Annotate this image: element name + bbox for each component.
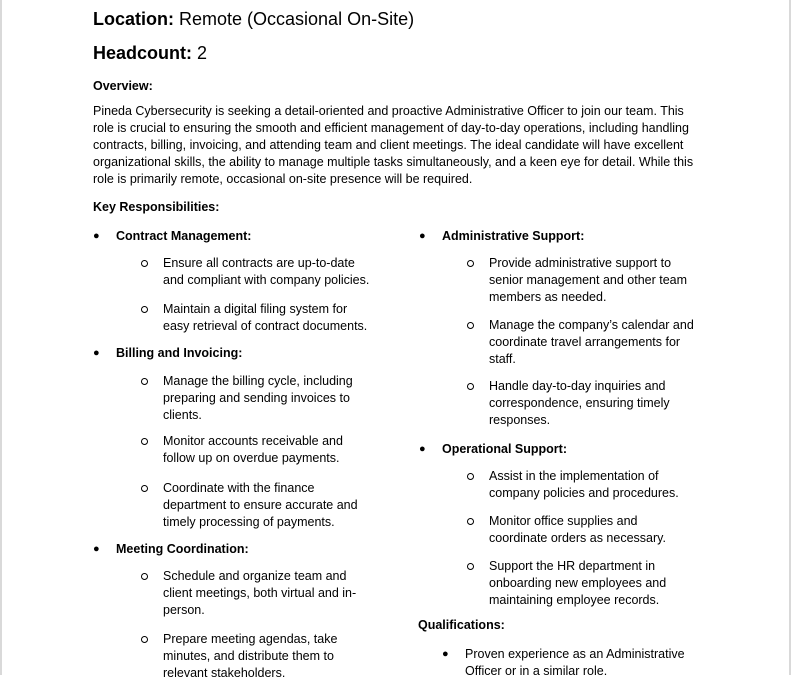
- bullet-circle: [141, 485, 148, 492]
- bullet-dot: ●: [419, 443, 426, 455]
- responsibility-title: Operational Support:: [442, 442, 567, 456]
- bullet-circle: [141, 378, 148, 385]
- location-value: Remote (Occasional On-Site): [174, 9, 415, 29]
- responsibility-item-line: senior management and other team: [489, 273, 688, 287]
- responsibility-item-line: Manage the billing cycle, including: [163, 374, 353, 388]
- qualification-item-line: Proven experience as an Administrative: [465, 647, 685, 661]
- responsibilities-heading: Key Responsibilities:: [93, 200, 220, 214]
- bullet-circle: [141, 438, 148, 445]
- responsibility-item-line: preparing and sending invoices to: [163, 391, 350, 405]
- bullet-dot: ●: [419, 230, 426, 242]
- headcount-line: [93, 42, 207, 64]
- responsibility-item-line: Coordinate with the finance: [163, 481, 315, 495]
- responsibility-item-line: Support the HR department in: [489, 559, 656, 573]
- responsibility-item-line: maintaining employee records.: [489, 593, 660, 607]
- overview-paragraph: Pineda Cybersecurity is seeking a detail-oriented and proactive Administrative Officer to join our team. This role is crucial to ensuring the smooth and efficient management of day-to-day operations, including handling contracts, billing, invoicing, and attending team and client meetings. The ideal candidate will have excellent organizational skills, the ability to manage multiple tasks simultaneously, and a keen eye for detail. While this role is primarily remote, occasional on-site presence will be required.: [93, 104, 694, 186]
- responsibility-item-line: Provide administrative support to: [489, 256, 672, 270]
- responsibility-item-line: staff.: [489, 352, 516, 366]
- page-edge-left: [0, 0, 2, 675]
- overview-heading: Overview:: [93, 79, 153, 93]
- responsibility-item-line: Handle day-to-day inquiries and: [489, 379, 666, 393]
- bullet-circle: [467, 518, 474, 525]
- location-line: [93, 8, 414, 30]
- responsibility-item-line: Schedule and organize team and: [163, 569, 347, 583]
- responsibility-item-line: responses.: [489, 413, 551, 427]
- headcount-value: 2: [192, 43, 208, 63]
- bullet-dot: ●: [93, 543, 100, 555]
- responsibility-item-line: Manage the company’s calendar and: [489, 318, 694, 332]
- bullet-circle: [467, 563, 474, 570]
- responsibility-item-line: Assist in the implementation of: [489, 469, 659, 483]
- location-label: Location:: [93, 9, 174, 29]
- responsibility-title: Administrative Support:: [442, 229, 585, 243]
- responsibility-title: Meeting Coordination:: [116, 542, 249, 556]
- responsibility-item-line: follow up on overdue payments.: [163, 451, 340, 465]
- bullet-circle: [467, 383, 474, 390]
- bullet-dot: ●: [93, 230, 100, 242]
- responsibility-item-line: department to ensure accurate and: [163, 498, 358, 512]
- bullet-circle: [467, 473, 474, 480]
- responsibility-item-line: minutes, and distribute them to: [163, 649, 334, 663]
- responsibility-item-line: and compliant with company policies.: [163, 273, 370, 287]
- responsibility-item-line: person.: [163, 603, 205, 617]
- responsibility-item-line: easy retrieval of contract documents.: [163, 319, 368, 333]
- bullet-circle: [141, 636, 148, 643]
- responsibility-item-line: coordinate orders as necessary.: [489, 531, 666, 545]
- responsibility-item-line: clients.: [163, 408, 202, 422]
- responsibility-item-line: relevant stakeholders.: [163, 666, 286, 680]
- bullet-dot: ●: [93, 347, 100, 359]
- responsibility-item-line: Ensure all contracts are up-to-date: [163, 256, 355, 270]
- bullet-circle: [141, 573, 148, 580]
- bullet-circle: [467, 260, 474, 267]
- bullet-circle: [141, 306, 148, 313]
- bullet-circle: [141, 260, 148, 267]
- responsibility-item-line: company policies and procedures.: [489, 486, 679, 500]
- responsibility-item-line: client meetings, both virtual and in-: [163, 586, 357, 600]
- responsibility-item-line: Monitor office supplies and: [489, 514, 638, 528]
- responsibility-item-line: correspondence, ensuring timely: [489, 396, 670, 410]
- responsibility-item-line: members as needed.: [489, 290, 607, 304]
- qualification-item-line: Officer or in a similar role.: [465, 664, 608, 678]
- responsibility-item-line: timely processing of payments.: [163, 515, 335, 529]
- responsibility-item-line: onboarding new employees and: [489, 576, 667, 590]
- responsibility-title: Contract Management:: [116, 229, 252, 243]
- responsibility-item-line: Monitor accounts receivable and: [163, 434, 343, 448]
- headcount-label: Headcount:: [93, 43, 192, 63]
- qualifications-heading: Qualifications:: [418, 618, 505, 632]
- responsibility-title: Billing and Invoicing:: [116, 346, 243, 360]
- responsibility-item-line: Maintain a digital filing system for: [163, 302, 348, 316]
- bullet-circle: [467, 322, 474, 329]
- responsibility-item-line: coordinate travel arrangements for: [489, 335, 681, 349]
- responsibility-item-line: Prepare meeting agendas, take: [163, 632, 338, 646]
- bullet-dot: ●: [442, 648, 449, 660]
